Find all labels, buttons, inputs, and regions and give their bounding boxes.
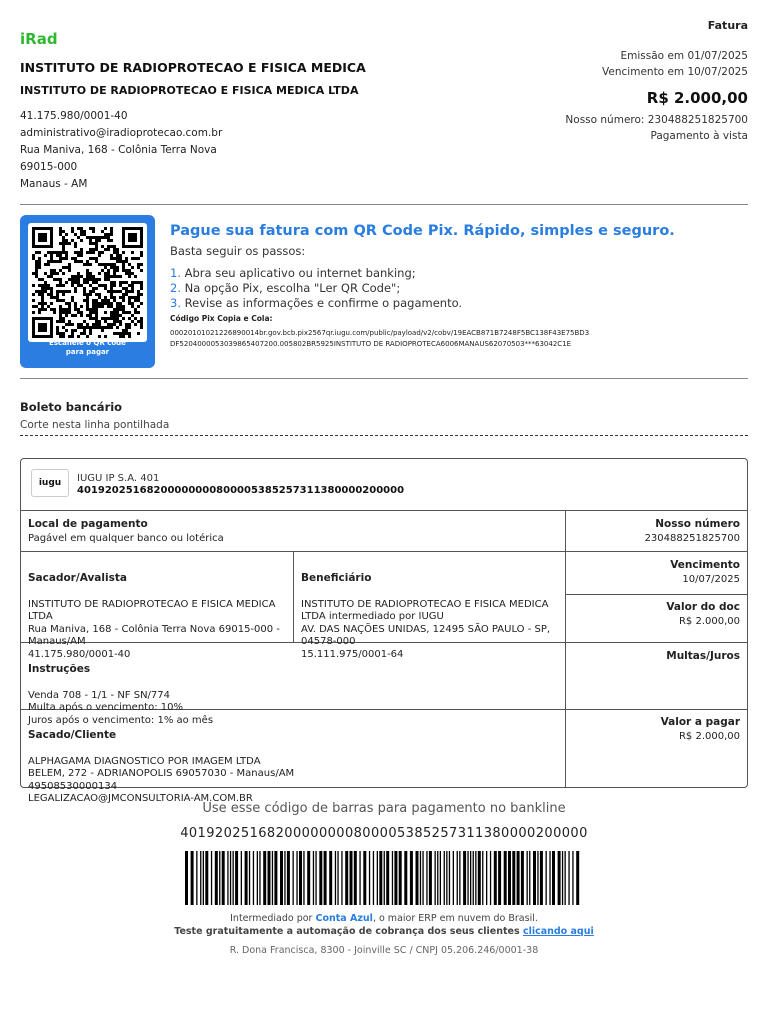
barcode-bar: [307, 851, 310, 905]
barcode-bar: [284, 851, 285, 905]
bank-name: IUGU IP S.A. 401: [77, 473, 160, 484]
barcode-bar: [253, 851, 254, 905]
barcode-bar: [313, 851, 314, 905]
barcode-bar: [459, 851, 460, 905]
logo: iRad: [20, 30, 58, 48]
beneficiary: Beneficiário INSTITUTO DE RADIOPROTECAO E FISICA MEDICA LTDA intermediado por IUGU AV. DAS NAÇÕES UNIDAS, 12495 SÃO PAULO - SP, 04578-000 15.111.975/0001-64: [301, 571, 551, 660]
barcode-bar: [219, 851, 220, 905]
company-zip: 69015-000: [20, 161, 78, 173]
barcode-bar: [546, 851, 547, 905]
barcode-bar: [478, 851, 481, 905]
footer-trial: Teste gratuitamente a automação de cobrança dos seus clientes clicando aqui: [174, 926, 594, 937]
barcode-bar: [280, 851, 283, 905]
barcode-bar: [293, 851, 294, 905]
barcode-bar: [341, 851, 342, 905]
boleto-title: Boleto bancário: [20, 400, 123, 414]
barcode-bar: [196, 851, 197, 905]
barcode-bar: [235, 851, 238, 905]
barcode-bar: [404, 851, 407, 905]
barcode-bar: [529, 851, 530, 905]
barcode-bar: [230, 851, 231, 905]
barcode-bar: [205, 851, 208, 905]
barcode-bar: [453, 851, 454, 905]
invoice-summary: [565, 18, 748, 144]
barcode-bar: [482, 851, 483, 905]
pix-title: Pague sua fatura com QR Code Pix. Rápido, simples e seguro.: [170, 223, 675, 239]
boleto-our-number: Nosso número 230488251825700: [644, 518, 740, 544]
barcode-bar: [386, 851, 389, 905]
company-city: Manaus - AM: [20, 178, 88, 190]
barcode-bar: [268, 851, 271, 905]
barcode-bar: [315, 851, 316, 905]
barcode-bar: [568, 851, 569, 905]
barcode-bar: [437, 851, 438, 905]
pix-step: 2. Na opção Pix, escolha "Ler QR Code";: [170, 281, 401, 295]
barcode-bar: [337, 851, 338, 905]
barcode-bar: [494, 851, 497, 905]
barcode-bar: [521, 851, 524, 905]
barcode-bar: [203, 851, 204, 905]
barcode-bar: [296, 851, 297, 905]
cut-hint: Corte nesta linha pontilhada: [20, 419, 170, 431]
boleto-doc-value: Valor do doc R$ 2.000,00: [666, 601, 740, 627]
barcode-bar: [527, 851, 528, 905]
barcode-bar: [373, 851, 374, 905]
instructions: Instruções Venda 708 - 1/1 - NF SN/774 Multa após o vencimento: 10% Juros após o vencimento: 1% ao mês: [28, 662, 214, 726]
barcode-bar: [449, 851, 450, 905]
amount-to-pay: Valor a pagar R$ 2.000,00: [660, 716, 740, 742]
barcode-bar: [394, 851, 397, 905]
barcode-bar: [552, 851, 555, 905]
pix-copy-code[interactable]: 00020101021226890014br.gov.bcb.pix2567qr.iugu.com/public/payload/v2/cobv/19EACB871B7248F5BC138F43E75BD3DF5204000053039865407200.005802BR5925INSTITUTO DE RADIOPROTECA6006MANAUS62070503***63042C1E: [170, 329, 590, 348]
barcode-bar: [185, 851, 188, 905]
barcode-bar: [422, 851, 423, 905]
barcode-bar: [512, 851, 515, 905]
barcode-bar: [540, 851, 543, 905]
digitable-line: 40192025168200000000800005385257311380000200000: [77, 485, 405, 496]
barcode-bar: [384, 851, 385, 905]
barcode-bar: [470, 851, 471, 905]
barcode-bar: [257, 851, 258, 905]
company-email: administrativo@iradioprotecao.com.br: [20, 127, 223, 139]
boleto-slip: [20, 458, 748, 804]
bank-logo: iugu: [31, 469, 69, 497]
barcode-bar: [324, 851, 327, 905]
barcode-bar: [435, 851, 436, 905]
qr-caption: Escaneie o QR code para pagar: [49, 339, 126, 356]
company-legal-name: INSTITUTO DE RADIOPROTECAO E FISICA MEDICA LTDA: [20, 84, 359, 97]
barcode-bar: [486, 851, 487, 905]
barcode-bar: [259, 851, 260, 905]
barcode-bar: [200, 851, 201, 905]
invoice-title: Fatura: [707, 19, 748, 32]
barcode-bar: [241, 851, 242, 905]
divider: [20, 204, 748, 205]
click-here-link[interactable]: clicando aqui: [522, 926, 594, 937]
barcode-bar: [410, 851, 413, 905]
conta-azul-link[interactable]: Conta Azul: [315, 913, 373, 924]
barcode-bar: [329, 851, 332, 905]
pix-subtitle: Basta seguir os passos:: [170, 244, 306, 258]
barcode-bar: [498, 851, 501, 905]
company-street: Rua Maniva, 168 - Colônia Terra Nova: [20, 144, 217, 156]
barcode-bar: [227, 851, 228, 905]
barcode-bar: [350, 851, 353, 905]
barcode-bar: [249, 851, 250, 905]
barcode-bar: [335, 851, 336, 905]
barcode-bar: [508, 851, 511, 905]
barcode-bar: [211, 851, 212, 905]
company-cnpj: 41.175.980/0001-40: [20, 110, 128, 122]
company-address: [20, 108, 222, 193]
fines-interest: Multas/Juros: [666, 650, 740, 662]
barcode-bar: [369, 851, 370, 905]
issue-date: Emissão em 01/07/2025: [620, 50, 748, 62]
barcode-bar: [303, 851, 304, 905]
pix-step: 1. Abra seu aplicativo ou internet banking;: [170, 266, 416, 280]
barcode-bar: [245, 851, 248, 905]
barcode-bar: [440, 851, 441, 905]
barcode-bar: [392, 851, 393, 905]
barcode-bar: [565, 851, 566, 905]
barcode-bar: [377, 851, 378, 905]
barcode-bar: [299, 851, 302, 905]
barcode-bar: [345, 851, 348, 905]
barcode-bar: [287, 851, 290, 905]
barcode-bar: [504, 851, 507, 905]
barcode-bar: [263, 851, 266, 905]
barcode-bar: [363, 851, 366, 905]
footer-intermediary: Intermediado por Conta Azul, o maior ERP em nuvem do Brasil.: [230, 913, 538, 924]
barcode-bar: [420, 851, 421, 905]
barcode-bar: [517, 851, 520, 905]
barcode-bar: [444, 851, 445, 905]
payment-mode: Pagamento à vista: [650, 130, 748, 142]
barcode-bar: [354, 851, 357, 905]
footer-address: R. Dona Francisca, 8300 - Joinville SC / CNPJ 05.206.246/0001-38: [229, 945, 539, 956]
barcode-bar: [473, 851, 474, 905]
barcode-bar: [475, 851, 476, 905]
payment-place: Local de pagamento Pagável em qualquer banco ou lotérica: [28, 518, 224, 544]
barcode-bar: [463, 851, 466, 905]
invoice-amount: R$ 2.000,00: [646, 89, 748, 107]
barcode-bar: [222, 851, 225, 905]
barcode-bar: [274, 851, 277, 905]
divider: [20, 378, 748, 379]
barcode-bar: [319, 851, 322, 905]
boleto-due: Vencimento 10/07/2025: [670, 559, 740, 585]
barcode-bar: [533, 851, 536, 905]
barcode-bar: [446, 851, 447, 905]
barcode-bar: [429, 851, 432, 905]
barcode-bar: [215, 851, 218, 905]
company-name: INSTITUTO DE RADIOPROTECAO E FISICA MEDICA: [20, 60, 366, 75]
barcode-bar: [537, 851, 538, 905]
barcode-bar: [191, 851, 194, 905]
barcode-bar: [467, 851, 468, 905]
barcode-bar: [416, 851, 419, 905]
pix-qr-panel: [20, 215, 155, 368]
barcode-bar: [272, 851, 273, 905]
cut-line: [20, 435, 748, 436]
payer: Sacado/Cliente ALPHAGAMA DIAGNOSTICO POR IMAGEM LTDA BELEM, 272 - ADRIANOPOLIS 69057030 - Manaus/AM 49508530000134 LEGALIZACAO@JMCONSULTORIA-AM.COM.BR: [28, 728, 295, 804]
barcode-bar: [576, 851, 579, 905]
due-date: Vencimento em 10/07/2025: [602, 66, 748, 78]
barcode-bar: [359, 851, 360, 905]
barcode-bar: [490, 851, 491, 905]
barcode-bar: [558, 851, 561, 905]
drawer: Sacador/Avalista INSTITUTO DE RADIOPROTECAO E FISICA MEDICA LTDA Rua Maniva, 168 - Colônia Terra Nova 69015-000 - Manaus/AM 41.175.980/0001-40: [28, 571, 280, 660]
barcode-bar: [572, 851, 573, 905]
barcode-bar: [549, 851, 550, 905]
barcode: [185, 851, 580, 905]
barcode-hint: Use esse código de barras para pagamento no bankline: [202, 801, 566, 816]
pix-qr-code: [28, 223, 147, 342]
pix-copy-label: Código Pix Copia e Cola:: [170, 314, 273, 323]
barcode-bar: [562, 851, 563, 905]
barcode-bar: [233, 851, 234, 905]
pix-steps: [170, 266, 462, 311]
barcode-bar: [457, 851, 458, 905]
pix-step: 3. Revise as informações e confirme o pagamento.: [170, 296, 463, 310]
barcode-bar: [426, 851, 427, 905]
barcode-bar: [379, 851, 382, 905]
barcode-number: 40192025168200000000800005385257311380000200000: [180, 826, 588, 841]
our-number: Nosso número: 230488251825700: [565, 114, 748, 126]
barcode-bar: [399, 851, 402, 905]
